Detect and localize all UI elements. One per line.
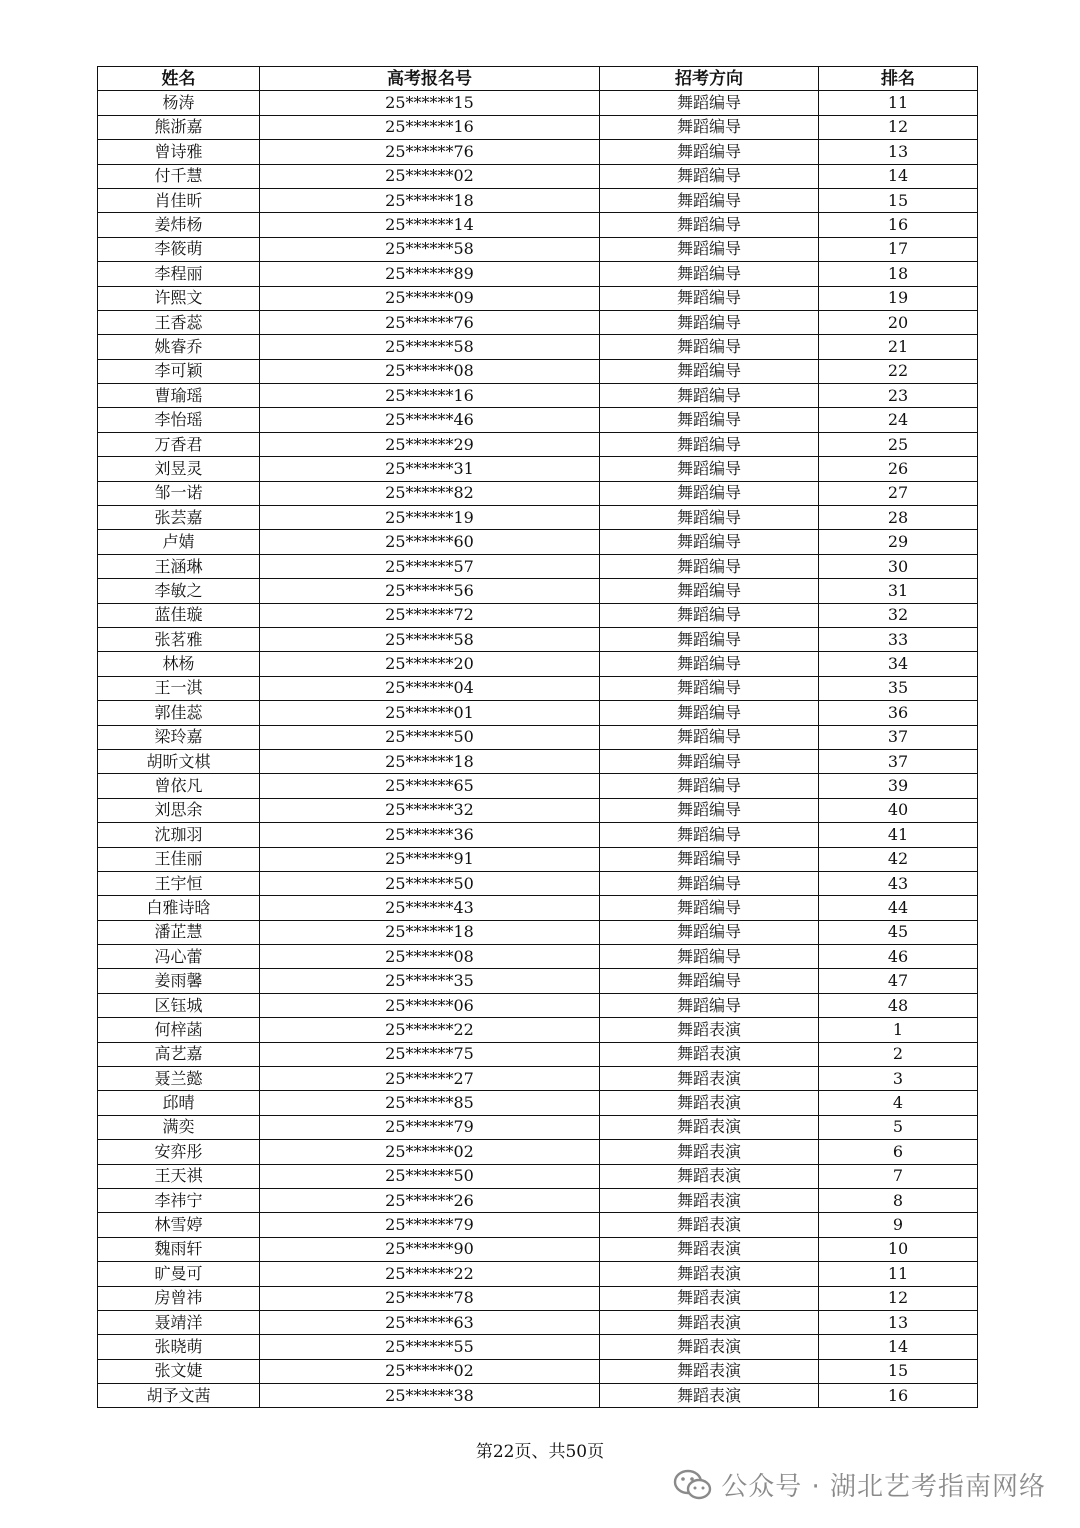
table-row [98, 603, 978, 627]
cell-name: 张文婕 [98, 1359, 260, 1383]
cell-direction: 舞蹈编导 [600, 286, 819, 310]
cell-direction: 舞蹈编导 [600, 213, 819, 237]
cell-rank: 12 [819, 1286, 978, 1310]
watermark-text: 公众号 · 湖北艺考指南网络 [721, 1472, 1046, 1502]
cell-direction: 舞蹈编导 [600, 408, 819, 432]
table-row [98, 1310, 978, 1334]
cell-rank: 20 [819, 310, 978, 334]
cell-exam-number: 25******58 [260, 627, 600, 651]
cell-exam-number: 25******91 [260, 847, 600, 871]
table-row [98, 554, 978, 578]
cell-rank: 8 [819, 1188, 978, 1212]
cell-rank: 40 [819, 798, 978, 822]
cell-rank: 30 [819, 554, 978, 578]
cell-exam-number: 25******76 [260, 140, 600, 164]
cell-rank: 19 [819, 286, 978, 310]
cell-exam-number: 25******90 [260, 1237, 600, 1261]
cell-direction: 舞蹈表演 [600, 1359, 819, 1383]
table-row [98, 652, 978, 676]
cell-rank: 36 [819, 701, 978, 725]
cell-exam-number: 25******78 [260, 1286, 600, 1310]
cell-exam-number: 25******02 [260, 1140, 600, 1164]
cell-rank: 6 [819, 1140, 978, 1164]
table-row [98, 579, 978, 603]
page-number: 第22页、共50页 [475, 1442, 605, 1462]
table-row [98, 262, 978, 286]
cell-exam-number: 25******08 [260, 359, 600, 383]
cell-rank: 1 [819, 1018, 978, 1042]
cell-direction: 舞蹈编导 [600, 115, 819, 139]
table-body [98, 91, 978, 1408]
cell-name: 王宇恒 [98, 871, 260, 895]
cell-exam-number: 25******72 [260, 603, 600, 627]
table-row [98, 920, 978, 944]
table-row [98, 457, 978, 481]
cell-direction: 舞蹈编导 [600, 579, 819, 603]
cell-rank: 41 [819, 823, 978, 847]
cell-name: 张晓萌 [98, 1335, 260, 1359]
cell-direction: 舞蹈表演 [600, 1091, 819, 1115]
cell-name: 王一淇 [98, 676, 260, 700]
cell-direction: 舞蹈编导 [600, 164, 819, 188]
cell-exam-number: 25******16 [260, 115, 600, 139]
table-row [98, 408, 978, 432]
cell-direction: 舞蹈编导 [600, 676, 819, 700]
cell-rank: 14 [819, 1335, 978, 1359]
cell-exam-number: 25******89 [260, 262, 600, 286]
cell-direction: 舞蹈编导 [600, 798, 819, 822]
cell-name: 李可颖 [98, 359, 260, 383]
table-row [98, 749, 978, 773]
cell-name: 李祎宁 [98, 1188, 260, 1212]
cell-rank: 33 [819, 627, 978, 651]
table-row [98, 823, 978, 847]
cell-direction: 舞蹈表演 [600, 1237, 819, 1261]
cell-exam-number: 25******79 [260, 1213, 600, 1237]
cell-rank: 15 [819, 188, 978, 212]
header-exam-number: 高考报名号 [260, 67, 600, 91]
header-direction: 招考方向 [600, 67, 819, 91]
cell-name: 潘芷慧 [98, 920, 260, 944]
cell-direction: 舞蹈编导 [600, 749, 819, 773]
cell-rank: 22 [819, 359, 978, 383]
table-row [98, 164, 978, 188]
cell-rank: 11 [819, 91, 978, 115]
cell-name: 刘昱灵 [98, 457, 260, 481]
cell-exam-number: 25******60 [260, 530, 600, 554]
cell-exam-number: 25******06 [260, 993, 600, 1017]
cell-direction: 舞蹈表演 [600, 1067, 819, 1091]
cell-exam-number: 25******15 [260, 91, 600, 115]
table-row [98, 1115, 978, 1139]
cell-name: 李筱萌 [98, 237, 260, 261]
cell-name: 白雅诗晗 [98, 896, 260, 920]
ranking-table [97, 66, 978, 1408]
table-row [98, 140, 978, 164]
cell-name: 万香君 [98, 432, 260, 456]
cell-exam-number: 25******18 [260, 188, 600, 212]
cell-exam-number: 25******50 [260, 871, 600, 895]
cell-rank: 43 [819, 871, 978, 895]
table-header-row [98, 67, 978, 91]
cell-direction: 舞蹈编导 [600, 481, 819, 505]
table-row [98, 701, 978, 725]
cell-name: 满奕 [98, 1115, 260, 1139]
header-name: 姓名 [98, 67, 260, 91]
cell-exam-number: 25******75 [260, 1042, 600, 1066]
table-row [98, 969, 978, 993]
cell-exam-number: 25******36 [260, 823, 600, 847]
table-row [98, 725, 978, 749]
cell-exam-number: 25******18 [260, 920, 600, 944]
cell-name: 房曾祎 [98, 1286, 260, 1310]
table-row [98, 993, 978, 1017]
cell-name: 王天祺 [98, 1164, 260, 1188]
cell-direction: 舞蹈表演 [600, 1335, 819, 1359]
cell-exam-number: 25******79 [260, 1115, 600, 1139]
cell-rank: 12 [819, 115, 978, 139]
cell-direction: 舞蹈编导 [600, 432, 819, 456]
cell-direction: 舞蹈编导 [600, 603, 819, 627]
table-row [98, 774, 978, 798]
cell-direction: 舞蹈编导 [600, 384, 819, 408]
cell-direction: 舞蹈表演 [600, 1286, 819, 1310]
cell-direction: 舞蹈编导 [600, 359, 819, 383]
cell-direction: 舞蹈编导 [600, 530, 819, 554]
cell-exam-number: 25******16 [260, 384, 600, 408]
cell-exam-number: 25******22 [260, 1262, 600, 1286]
cell-rank: 25 [819, 432, 978, 456]
cell-exam-number: 25******31 [260, 457, 600, 481]
cell-direction: 舞蹈编导 [600, 457, 819, 481]
cell-exam-number: 25******50 [260, 725, 600, 749]
cell-rank: 32 [819, 603, 978, 627]
cell-direction: 舞蹈编导 [600, 262, 819, 286]
cell-name: 旷曼可 [98, 1262, 260, 1286]
cell-direction: 舞蹈编导 [600, 871, 819, 895]
cell-exam-number: 25******29 [260, 432, 600, 456]
cell-direction: 舞蹈编导 [600, 945, 819, 969]
table-row [98, 1359, 978, 1383]
cell-exam-number: 25******82 [260, 481, 600, 505]
cell-direction: 舞蹈表演 [600, 1115, 819, 1139]
cell-name: 林雪婷 [98, 1213, 260, 1237]
cell-rank: 28 [819, 506, 978, 530]
table-row [98, 945, 978, 969]
cell-direction: 舞蹈表演 [600, 1310, 819, 1334]
cell-exam-number: 25******04 [260, 676, 600, 700]
cell-rank: 26 [819, 457, 978, 481]
cell-name: 林杨 [98, 652, 260, 676]
cell-name: 李怡瑶 [98, 408, 260, 432]
cell-rank: 44 [819, 896, 978, 920]
cell-direction: 舞蹈编导 [600, 627, 819, 651]
cell-exam-number: 25******50 [260, 1164, 600, 1188]
cell-direction: 舞蹈编导 [600, 725, 819, 749]
cell-rank: 18 [819, 262, 978, 286]
cell-exam-number: 25******63 [260, 1310, 600, 1334]
cell-name: 高艺嘉 [98, 1042, 260, 1066]
cell-name: 姜炜杨 [98, 213, 260, 237]
cell-direction: 舞蹈编导 [600, 554, 819, 578]
table-row [98, 115, 978, 139]
cell-direction: 舞蹈编导 [600, 310, 819, 334]
cell-rank: 9 [819, 1213, 978, 1237]
table-row [98, 1140, 978, 1164]
cell-exam-number: 25******32 [260, 798, 600, 822]
cell-rank: 4 [819, 1091, 978, 1115]
cell-name: 曹瑜瑶 [98, 384, 260, 408]
cell-name: 区钰城 [98, 993, 260, 1017]
cell-direction: 舞蹈编导 [600, 920, 819, 944]
table-row [98, 481, 978, 505]
cell-name: 卢婧 [98, 530, 260, 554]
cell-direction: 舞蹈编导 [600, 823, 819, 847]
cell-direction: 舞蹈编导 [600, 91, 819, 115]
cell-direction: 舞蹈表演 [600, 1042, 819, 1066]
cell-exam-number: 25******38 [260, 1384, 600, 1408]
cell-rank: 11 [819, 1262, 978, 1286]
cell-exam-number: 25******35 [260, 969, 600, 993]
table-row [98, 1286, 978, 1310]
cell-rank: 23 [819, 384, 978, 408]
cell-rank: 5 [819, 1115, 978, 1139]
cell-exam-number: 25******57 [260, 554, 600, 578]
table-row [98, 896, 978, 920]
cell-exam-number: 25******20 [260, 652, 600, 676]
cell-name: 熊浙嘉 [98, 115, 260, 139]
table-row [98, 506, 978, 530]
cell-name: 王佳丽 [98, 847, 260, 871]
cell-exam-number: 25******19 [260, 506, 600, 530]
cell-exam-number: 25******55 [260, 1335, 600, 1359]
cell-rank: 31 [819, 579, 978, 603]
cell-rank: 16 [819, 1384, 978, 1408]
cell-direction: 舞蹈编导 [600, 774, 819, 798]
cell-exam-number: 25******01 [260, 701, 600, 725]
cell-name: 肖佳昕 [98, 188, 260, 212]
cell-direction: 舞蹈编导 [600, 896, 819, 920]
cell-direction: 舞蹈表演 [600, 1018, 819, 1042]
cell-rank: 37 [819, 749, 978, 773]
cell-name: 冯心蕾 [98, 945, 260, 969]
table-row [98, 213, 978, 237]
table-row [98, 676, 978, 700]
cell-name: 王香蕊 [98, 310, 260, 334]
cell-name: 安弈彤 [98, 1140, 260, 1164]
cell-rank: 37 [819, 725, 978, 749]
table-row [98, 1067, 978, 1091]
cell-rank: 2 [819, 1042, 978, 1066]
table-row [98, 1335, 978, 1359]
cell-name: 曾依凡 [98, 774, 260, 798]
cell-direction: 舞蹈表演 [600, 1188, 819, 1212]
cell-exam-number: 25******85 [260, 1091, 600, 1115]
cell-exam-number: 25******56 [260, 579, 600, 603]
wechat-icon [673, 1468, 713, 1502]
cell-name: 蓝佳璇 [98, 603, 260, 627]
cell-exam-number: 25******26 [260, 1188, 600, 1212]
cell-rank: 21 [819, 335, 978, 359]
table-row [98, 432, 978, 456]
cell-name: 梁玲嘉 [98, 725, 260, 749]
cell-direction: 舞蹈表演 [600, 1262, 819, 1286]
cell-name: 沈珈羽 [98, 823, 260, 847]
table-row [98, 1188, 978, 1212]
cell-rank: 46 [819, 945, 978, 969]
cell-name: 胡予文茜 [98, 1384, 260, 1408]
cell-direction: 舞蹈编导 [600, 847, 819, 871]
cell-name: 胡昕文棋 [98, 749, 260, 773]
cell-exam-number: 25******76 [260, 310, 600, 334]
cell-rank: 10 [819, 1237, 978, 1261]
cell-name: 付千慧 [98, 164, 260, 188]
cell-rank: 42 [819, 847, 978, 871]
cell-rank: 13 [819, 1310, 978, 1334]
cell-exam-number: 25******43 [260, 896, 600, 920]
cell-direction: 舞蹈编导 [600, 335, 819, 359]
cell-name: 李敏之 [98, 579, 260, 603]
cell-exam-number: 25******02 [260, 1359, 600, 1383]
cell-direction: 舞蹈编导 [600, 701, 819, 725]
header-rank: 排名 [819, 67, 978, 91]
table-row [98, 335, 978, 359]
table-row [98, 1384, 978, 1408]
cell-exam-number: 25******08 [260, 945, 600, 969]
table-row [98, 1262, 978, 1286]
cell-rank: 3 [819, 1067, 978, 1091]
cell-name: 刘思余 [98, 798, 260, 822]
table-row [98, 91, 978, 115]
cell-direction: 舞蹈编导 [600, 969, 819, 993]
cell-name: 曾诗雅 [98, 140, 260, 164]
watermark [673, 1466, 1046, 1503]
cell-rank: 39 [819, 774, 978, 798]
table-row [98, 1091, 978, 1115]
cell-name: 王涵琳 [98, 554, 260, 578]
cell-name: 聂靖洋 [98, 1310, 260, 1334]
cell-direction: 舞蹈编导 [600, 237, 819, 261]
table-row [98, 1237, 978, 1261]
table-row [98, 286, 978, 310]
cell-name: 李程丽 [98, 262, 260, 286]
cell-rank: 14 [819, 164, 978, 188]
cell-exam-number: 25******18 [260, 749, 600, 773]
cell-name: 张芸嘉 [98, 506, 260, 530]
cell-name: 郭佳蕊 [98, 701, 260, 725]
table-row [98, 1042, 978, 1066]
cell-rank: 45 [819, 920, 978, 944]
table-row [98, 530, 978, 554]
cell-direction: 舞蹈编导 [600, 652, 819, 676]
cell-rank: 7 [819, 1164, 978, 1188]
cell-exam-number: 25******58 [260, 237, 600, 261]
cell-rank: 13 [819, 140, 978, 164]
cell-name: 张茗雅 [98, 627, 260, 651]
cell-exam-number: 25******27 [260, 1067, 600, 1091]
cell-name: 杨涛 [98, 91, 260, 115]
table-row [98, 627, 978, 651]
cell-rank: 17 [819, 237, 978, 261]
cell-exam-number: 25******22 [260, 1018, 600, 1042]
cell-direction: 舞蹈表演 [600, 1213, 819, 1237]
cell-direction: 舞蹈表演 [600, 1164, 819, 1188]
cell-name: 许熙文 [98, 286, 260, 310]
cell-exam-number: 25******58 [260, 335, 600, 359]
cell-rank: 24 [819, 408, 978, 432]
cell-name: 何梓菡 [98, 1018, 260, 1042]
cell-name: 姚睿乔 [98, 335, 260, 359]
cell-name: 邹一诺 [98, 481, 260, 505]
table-row [98, 310, 978, 334]
table-row [98, 1018, 978, 1042]
cell-direction: 舞蹈表演 [600, 1384, 819, 1408]
cell-rank: 35 [819, 676, 978, 700]
cell-name: 邱晴 [98, 1091, 260, 1115]
cell-exam-number: 25******02 [260, 164, 600, 188]
cell-exam-number: 25******14 [260, 213, 600, 237]
table-row [98, 1164, 978, 1188]
cell-exam-number: 25******09 [260, 286, 600, 310]
cell-rank: 48 [819, 993, 978, 1017]
table-row [98, 1213, 978, 1237]
table-row [98, 798, 978, 822]
cell-direction: 舞蹈编导 [600, 993, 819, 1017]
cell-rank: 29 [819, 530, 978, 554]
cell-exam-number: 25******65 [260, 774, 600, 798]
cell-name: 姜雨馨 [98, 969, 260, 993]
table-row [98, 847, 978, 871]
cell-direction: 舞蹈编导 [600, 188, 819, 212]
cell-direction: 舞蹈编导 [600, 506, 819, 530]
cell-name: 聂兰懿 [98, 1067, 260, 1091]
cell-rank: 16 [819, 213, 978, 237]
cell-direction: 舞蹈编导 [600, 140, 819, 164]
cell-rank: 34 [819, 652, 978, 676]
table-row [98, 384, 978, 408]
cell-direction: 舞蹈表演 [600, 1140, 819, 1164]
cell-exam-number: 25******46 [260, 408, 600, 432]
table-row [98, 871, 978, 895]
table-row [98, 188, 978, 212]
cell-name: 魏雨轩 [98, 1237, 260, 1261]
cell-rank: 15 [819, 1359, 978, 1383]
cell-rank: 47 [819, 969, 978, 993]
table-row [98, 359, 978, 383]
cell-rank: 27 [819, 481, 978, 505]
table-row [98, 237, 978, 261]
